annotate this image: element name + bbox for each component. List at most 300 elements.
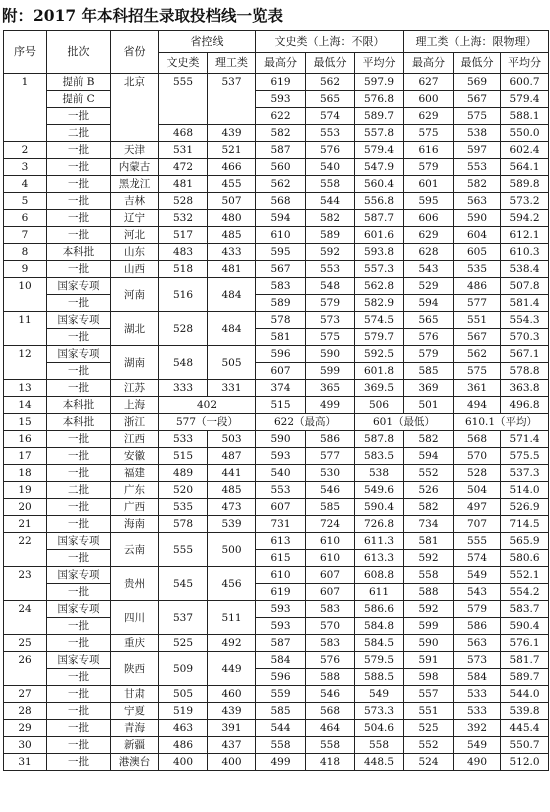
row-science-min: 549	[454, 567, 501, 584]
row-arts-avg: 586.6	[355, 601, 404, 618]
row-province: 广西	[111, 499, 159, 516]
row-arts-avg: 613.3	[355, 550, 404, 567]
row-science-min: 567	[454, 91, 501, 108]
row-arts-min: 544	[306, 193, 355, 210]
row-batch: 国家专项	[47, 278, 111, 295]
row-seq: 30	[4, 737, 47, 754]
row-science-min: 570	[454, 448, 501, 465]
row-control-science: 485	[208, 482, 256, 499]
header-arts-group: 文史类（上海：不限）	[256, 31, 404, 53]
row-science-avg: 583.7	[501, 601, 549, 618]
row-arts-avg: 549	[355, 686, 404, 703]
row-arts-avg: 601.8	[355, 363, 404, 380]
row-control-arts: 555	[159, 74, 208, 125]
row-science-avg: 544.0	[501, 686, 549, 703]
row-science-avg: 571.4	[501, 431, 549, 448]
row-province: 福建	[111, 465, 159, 482]
row-batch: 一批	[47, 295, 111, 312]
row-science-max: 529	[404, 278, 454, 295]
row-batch: 国家专项	[47, 533, 111, 550]
row-science-min: 568	[454, 431, 501, 448]
row-science-min: 553	[454, 159, 501, 176]
row-province: 浙江	[111, 414, 159, 431]
table-row	[4, 584, 549, 601]
row-province: 广东	[111, 482, 159, 499]
row-arts-avg: 593.8	[355, 244, 404, 261]
row-science-max: 575	[404, 125, 454, 142]
row-arts-min: 530	[306, 465, 355, 482]
row-province: 河南	[111, 278, 159, 312]
row-seq: 7	[4, 227, 47, 244]
row-province: 贵州	[111, 567, 159, 601]
row-arts-min: 558	[306, 176, 355, 193]
row-batch: 提前 B	[47, 74, 111, 91]
row-arts-min: 568	[306, 703, 355, 720]
row-arts-min: 589	[306, 227, 355, 244]
row-seq: 10	[4, 278, 47, 312]
header-science-max: 最高分	[404, 53, 454, 74]
row-zj-max: 622（最高）	[256, 414, 355, 431]
row-province: 辽宁	[111, 210, 159, 227]
page-title: 附：2017 年本科招生录取投档线一览表	[2, 6, 284, 25]
row-control-science: 505	[208, 346, 256, 380]
row-control-science: 539	[208, 516, 256, 533]
row-science-min: 577	[454, 295, 501, 312]
row-control-science: 455	[208, 176, 256, 193]
row-seq: 18	[4, 465, 47, 482]
row-science-avg: 600.7	[501, 74, 549, 91]
table-row	[4, 278, 549, 295]
row-arts-avg: 560.4	[355, 176, 404, 193]
table-row	[4, 550, 549, 567]
row-science-avg: 594.2	[501, 210, 549, 227]
row-seq: 26	[4, 652, 47, 686]
row-arts-avg: 576.8	[355, 91, 404, 108]
row-arts-max: 594	[256, 210, 306, 227]
row-control-arts: 519	[159, 703, 208, 720]
row-science-max: 582	[404, 499, 454, 516]
row-science-max: 598	[404, 669, 454, 686]
row-batch: 二批	[47, 125, 111, 142]
row-control-arts: 528	[159, 193, 208, 210]
row-control-arts: 545	[159, 567, 208, 601]
table-row	[4, 618, 549, 635]
row-arts-max: 593	[256, 91, 306, 108]
row-arts-min: 607	[306, 567, 355, 584]
row-batch: 国家专项	[47, 312, 111, 329]
row-arts-max: 587	[256, 635, 306, 652]
row-control-science: 456	[208, 567, 256, 601]
row-science-min: 504	[454, 482, 501, 499]
row-arts-max: 585	[256, 703, 306, 720]
row-seq: 2	[4, 142, 47, 159]
table-row	[4, 210, 549, 227]
row-control-arts: 520	[159, 482, 208, 499]
row-science-max: 558	[404, 567, 454, 584]
row-arts-max: 596	[256, 669, 306, 686]
header-arts-max: 最高分	[256, 53, 306, 74]
row-arts-min: 418	[306, 754, 355, 771]
table-row	[4, 703, 549, 720]
row-science-min: 590	[454, 210, 501, 227]
table-row	[4, 686, 549, 703]
row-seq: 11	[4, 312, 47, 346]
row-arts-avg: 584.5	[355, 635, 404, 652]
row-province: 山西	[111, 261, 159, 278]
row-science-max: 579	[404, 159, 454, 176]
row-seq: 31	[4, 754, 47, 771]
row-arts-avg: 562.8	[355, 278, 404, 295]
row-control-arts: 525	[159, 635, 208, 652]
row-arts-min: 592	[306, 244, 355, 261]
row-control-arts: 489	[159, 465, 208, 482]
row-arts-max: 567	[256, 261, 306, 278]
header-province: 省份	[111, 31, 159, 74]
row-science-min: 597	[454, 142, 501, 159]
row-seq: 4	[4, 176, 47, 193]
table-row	[4, 533, 549, 550]
row-arts-min: 599	[306, 363, 355, 380]
row-science-max: 601	[404, 176, 454, 193]
row-arts-max: 374	[256, 380, 306, 397]
row-seq: 6	[4, 210, 47, 227]
row-batch: 一批	[47, 142, 111, 159]
row-arts-min: 540	[306, 159, 355, 176]
header-science-min: 最低分	[454, 53, 501, 74]
table-row	[4, 91, 549, 108]
row-science-avg: 588.1	[501, 108, 549, 125]
table-row	[4, 159, 549, 176]
row-province: 青海	[111, 720, 159, 737]
row-arts-min: 565	[306, 91, 355, 108]
row-seq: 17	[4, 448, 47, 465]
row-science-avg: 564.1	[501, 159, 549, 176]
row-control-arts: 548	[159, 346, 208, 380]
row-science-avg: 550.0	[501, 125, 549, 142]
row-science-avg: 507.8	[501, 278, 549, 295]
row-arts-max: 544	[256, 720, 306, 737]
row-arts-avg: 579.5	[355, 652, 404, 669]
row-arts-avg: 611	[355, 584, 404, 601]
row-arts-max: 515	[256, 397, 306, 414]
row-arts-max: 593	[256, 448, 306, 465]
row-arts-min: 588	[306, 669, 355, 686]
row-arts-min: 590	[306, 346, 355, 363]
row-province: 湖北	[111, 312, 159, 346]
table-row	[4, 363, 549, 380]
header-arts-min: 最低分	[306, 53, 355, 74]
row-seq: 15	[4, 414, 47, 431]
row-province: 天津	[111, 142, 159, 159]
row-control-science: 487	[208, 448, 256, 465]
row-control-arts: 531	[159, 142, 208, 159]
row-arts-avg: 597.9	[355, 74, 404, 91]
row-arts-min: 576	[306, 652, 355, 669]
row-batch: 一批	[47, 516, 111, 533]
table-row	[4, 295, 549, 312]
row-science-avg: 526.9	[501, 499, 549, 516]
row-arts-max: 610	[256, 567, 306, 584]
row-science-max: 594	[404, 295, 454, 312]
row-science-avg: 575.5	[501, 448, 549, 465]
row-arts-avg: 573.3	[355, 703, 404, 720]
row-science-max: 629	[404, 108, 454, 125]
row-arts-min: 585	[306, 499, 355, 516]
row-arts-min: 553	[306, 261, 355, 278]
table-row	[4, 465, 549, 482]
row-province: 黑龙江	[111, 176, 159, 193]
row-control-science: 484	[208, 278, 256, 312]
row-science-max: 627	[404, 74, 454, 91]
row-control-arts: 400	[159, 754, 208, 771]
row-control-arts: 537	[159, 601, 208, 635]
row-control-merged: 577（一段）	[159, 414, 256, 431]
row-province: 内蒙古	[111, 159, 159, 176]
row-science-min: 497	[454, 499, 501, 516]
row-seq: 21	[4, 516, 47, 533]
row-seq: 12	[4, 346, 47, 380]
row-province: 甘肃	[111, 686, 159, 703]
row-control-science: 439	[208, 125, 256, 142]
row-science-avg: 580.6	[501, 550, 549, 567]
row-control-science: 391	[208, 720, 256, 737]
row-control-arts: 509	[159, 652, 208, 686]
row-arts-avg: 582.9	[355, 295, 404, 312]
row-science-avg: 714.5	[501, 516, 549, 533]
row-batch: 一批	[47, 329, 111, 346]
row-science-avg: 589.7	[501, 669, 549, 686]
row-arts-min: 574	[306, 108, 355, 125]
row-science-avg: 602.4	[501, 142, 549, 159]
row-science-min: 586	[454, 618, 501, 635]
row-science-avg: 496.8	[501, 397, 549, 414]
table-row	[4, 669, 549, 686]
row-province: 云南	[111, 533, 159, 567]
row-science-min: 549	[454, 737, 501, 754]
row-seq: 25	[4, 635, 47, 652]
row-science-max: 734	[404, 516, 454, 533]
row-seq: 14	[4, 397, 47, 414]
row-arts-max: 731	[256, 516, 306, 533]
row-arts-max: 578	[256, 312, 306, 329]
row-control-science: 480	[208, 210, 256, 227]
row-arts-max: 562	[256, 176, 306, 193]
row-batch: 一批	[47, 584, 111, 601]
row-zj-min: 601（最低）	[355, 414, 454, 431]
table-row	[4, 397, 549, 414]
row-science-avg: 514.0	[501, 482, 549, 499]
row-seq: 1	[4, 74, 47, 142]
row-science-min: 605	[454, 244, 501, 261]
row-control-science: 492	[208, 635, 256, 652]
row-arts-min: 610	[306, 550, 355, 567]
row-arts-min: 610	[306, 533, 355, 550]
row-arts-min: 499	[306, 397, 355, 414]
row-science-max: 576	[404, 329, 454, 346]
row-science-min: 543	[454, 584, 501, 601]
row-arts-min: 583	[306, 601, 355, 618]
row-seq: 9	[4, 261, 47, 278]
row-batch: 国家专项	[47, 601, 111, 618]
row-arts-avg: 504.6	[355, 720, 404, 737]
row-arts-min: 586	[306, 431, 355, 448]
row-science-avg: 537.3	[501, 465, 549, 482]
row-science-max: 591	[404, 652, 454, 669]
row-control-arts: 483	[159, 244, 208, 261]
row-batch: 提前 C	[47, 91, 111, 108]
row-batch: 一批	[47, 431, 111, 448]
row-science-avg: 554.3	[501, 312, 549, 329]
admission-score-table	[3, 30, 549, 771]
row-science-max: 526	[404, 482, 454, 499]
row-arts-avg: 587.8	[355, 431, 404, 448]
row-science-max: 552	[404, 465, 454, 482]
row-batch: 一批	[47, 618, 111, 635]
row-science-max: 594	[404, 448, 454, 465]
row-science-max: 369	[404, 380, 454, 397]
row-science-avg: 573.2	[501, 193, 549, 210]
row-seq: 24	[4, 601, 47, 635]
row-seq: 5	[4, 193, 47, 210]
row-arts-min: 607	[306, 584, 355, 601]
row-science-max: 595	[404, 193, 454, 210]
row-arts-max: 559	[256, 686, 306, 703]
row-control-science: 400	[208, 754, 256, 771]
header-control-line: 省控线	[159, 31, 256, 53]
table-row	[4, 108, 549, 125]
table-row	[4, 261, 549, 278]
row-batch: 本科批	[47, 414, 111, 431]
table-row	[4, 380, 549, 397]
row-science-min: 563	[454, 635, 501, 652]
row-arts-max: 589	[256, 295, 306, 312]
row-arts-avg: 579.4	[355, 142, 404, 159]
row-batch: 一批	[47, 261, 111, 278]
row-seq: 16	[4, 431, 47, 448]
row-arts-avg: 608.8	[355, 567, 404, 584]
row-arts-min: 562	[306, 74, 355, 91]
row-province: 江苏	[111, 380, 159, 397]
row-science-min: 575	[454, 108, 501, 125]
row-arts-max: 581	[256, 329, 306, 346]
row-control-arts: 533	[159, 431, 208, 448]
row-arts-avg: 574.5	[355, 312, 404, 329]
row-arts-min: 576	[306, 142, 355, 159]
row-science-avg: 539.8	[501, 703, 549, 720]
row-science-min: 533	[454, 686, 501, 703]
table-row	[4, 142, 549, 159]
row-arts-avg: 592.5	[355, 346, 404, 363]
row-control-arts: 472	[159, 159, 208, 176]
row-batch: 一批	[47, 210, 111, 227]
row-arts-avg: 583.5	[355, 448, 404, 465]
row-science-max: 628	[404, 244, 454, 261]
row-science-max: 606	[404, 210, 454, 227]
row-arts-avg: 589.7	[355, 108, 404, 125]
row-science-min: 551	[454, 312, 501, 329]
row-science-avg: 512.0	[501, 754, 549, 771]
table-row	[4, 431, 549, 448]
row-arts-min: 558	[306, 737, 355, 754]
row-seq: 8	[4, 244, 47, 261]
row-control-merged: 402	[159, 397, 256, 414]
row-science-min: 494	[454, 397, 501, 414]
row-batch: 国家专项	[47, 346, 111, 363]
row-province: 港澳台	[111, 754, 159, 771]
row-province: 重庆	[111, 635, 159, 652]
row-science-avg: 578.8	[501, 363, 549, 380]
row-control-science: 437	[208, 737, 256, 754]
table-row	[4, 652, 549, 669]
row-seq: 27	[4, 686, 47, 703]
row-science-max: 525	[404, 720, 454, 737]
row-science-min: 392	[454, 720, 501, 737]
table-row	[4, 499, 549, 516]
row-arts-avg: 369.5	[355, 380, 404, 397]
row-science-min: 575	[454, 363, 501, 380]
row-province: 吉林	[111, 193, 159, 210]
row-science-min: 582	[454, 176, 501, 193]
row-control-arts: 333	[159, 380, 208, 397]
row-province: 山东	[111, 244, 159, 261]
row-control-science: 466	[208, 159, 256, 176]
row-arts-max: 593	[256, 618, 306, 635]
row-science-avg: 610.3	[501, 244, 549, 261]
row-batch: 一批	[47, 499, 111, 516]
row-science-min: 574	[454, 550, 501, 567]
row-control-science: 503	[208, 431, 256, 448]
row-arts-min: 577	[306, 448, 355, 465]
table-row	[4, 193, 549, 210]
row-arts-max: 607	[256, 499, 306, 516]
row-arts-min: 579	[306, 295, 355, 312]
row-science-min: 361	[454, 380, 501, 397]
row-science-min: 579	[454, 601, 501, 618]
row-science-avg: 363.8	[501, 380, 549, 397]
row-control-science: 449	[208, 652, 256, 686]
row-science-avg: 552.1	[501, 567, 549, 584]
row-arts-max: 619	[256, 584, 306, 601]
row-science-max: 557	[404, 686, 454, 703]
row-arts-avg: 587.7	[355, 210, 404, 227]
row-batch: 一批	[47, 227, 111, 244]
row-arts-avg: 549.6	[355, 482, 404, 499]
row-science-avg: 567.1	[501, 346, 549, 363]
header-row-1	[4, 31, 549, 53]
row-arts-max: 560	[256, 159, 306, 176]
row-batch: 一批	[47, 363, 111, 380]
row-science-max: 600	[404, 91, 454, 108]
row-arts-max: 582	[256, 125, 306, 142]
row-batch: 一批	[47, 669, 111, 686]
row-science-min: 563	[454, 193, 501, 210]
table-row	[4, 244, 549, 261]
row-batch: 一批	[47, 686, 111, 703]
row-science-min: 573	[454, 652, 501, 669]
row-science-max: 552	[404, 737, 454, 754]
row-batch: 二批	[47, 482, 111, 499]
row-arts-min: 583	[306, 635, 355, 652]
row-science-max: 588	[404, 584, 454, 601]
row-control-science: 521	[208, 142, 256, 159]
row-batch: 一批	[47, 380, 111, 397]
row-arts-max: 587	[256, 142, 306, 159]
header-control-arts: 文史类	[159, 53, 208, 74]
row-science-max: 543	[404, 261, 454, 278]
row-control-arts: 535	[159, 499, 208, 516]
row-arts-max: 583	[256, 278, 306, 295]
row-province: 湖南	[111, 346, 159, 380]
